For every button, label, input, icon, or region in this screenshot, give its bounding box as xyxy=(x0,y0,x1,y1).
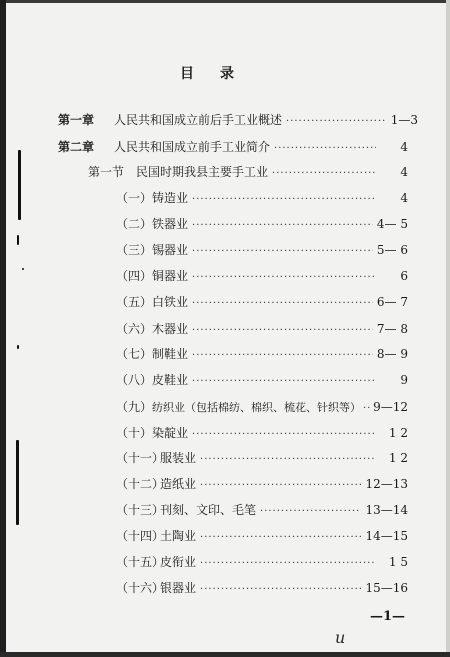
scan-edge-right xyxy=(446,0,450,657)
leader-dots xyxy=(192,298,373,309)
item-number: （十二） xyxy=(116,477,165,491)
toc-item xyxy=(116,449,408,465)
item-title: 木器业 xyxy=(152,322,189,336)
item-number: （十三） xyxy=(116,503,165,517)
scan-edge-bottom xyxy=(0,652,450,657)
leader-dots xyxy=(192,194,376,205)
item-number: （八） xyxy=(116,373,153,387)
item-number: （十） xyxy=(116,426,153,440)
item-title: 白铁业 xyxy=(152,295,189,309)
item-title: 银器业 xyxy=(160,581,197,595)
leader-dots xyxy=(260,506,361,517)
toc-item xyxy=(116,189,408,205)
page-number: —1— xyxy=(370,609,406,624)
item-number: （七） xyxy=(116,347,153,361)
page-title: 目录 xyxy=(180,66,260,82)
scan-speck xyxy=(16,440,19,525)
toc-item xyxy=(116,475,408,491)
item-title: 铜器业 xyxy=(152,269,189,283)
leader-dots xyxy=(363,403,371,414)
item-title: 染靛业 xyxy=(152,426,189,440)
page-ref: 9 xyxy=(400,373,408,387)
item-title: 皮衔业 xyxy=(160,555,197,569)
item-number: （九） xyxy=(116,400,153,414)
leader-dots xyxy=(274,143,376,154)
toc-section-1 xyxy=(88,163,408,179)
section-title: 民国时期我县主要手工业 xyxy=(136,165,269,179)
scan-edge-left xyxy=(0,0,6,657)
leader-dots xyxy=(200,558,376,569)
leader-dots xyxy=(192,325,373,336)
page-ref: 12—13 xyxy=(365,477,408,491)
page-ref: 9—12 xyxy=(373,400,408,414)
toc-item xyxy=(116,579,408,595)
toc-item xyxy=(116,215,408,231)
toc-item xyxy=(116,345,408,361)
item-title: 刊刻、文印、毛笔 xyxy=(160,503,257,517)
item-number: （四） xyxy=(116,269,153,283)
handwritten-mark: u xyxy=(335,628,346,647)
toc-chapter-2 xyxy=(58,138,408,154)
item-title: 锡器业 xyxy=(152,243,189,257)
leader-dots xyxy=(200,454,376,465)
toc-item xyxy=(116,501,408,517)
leader-dots xyxy=(192,429,376,440)
toc-item xyxy=(116,553,408,569)
leader-dots xyxy=(192,220,373,231)
toc-item xyxy=(116,424,408,440)
page-ref: 5— 6 xyxy=(376,243,408,257)
item-title: 皮鞋业 xyxy=(152,373,189,387)
item-number: （六） xyxy=(116,322,153,336)
leader-dots xyxy=(192,376,376,387)
scan-speck xyxy=(18,150,21,220)
toc-item xyxy=(116,527,408,543)
item-title: 铸造业 xyxy=(152,191,189,205)
toc-item xyxy=(116,293,408,309)
page-ref: 4 xyxy=(400,165,408,179)
leader-dots xyxy=(272,168,376,179)
page-ref: 1 2 xyxy=(388,451,408,465)
page-ref: 8— 9 xyxy=(376,347,408,361)
item-title: 土陶业 xyxy=(160,529,197,543)
page-ref: 4— 5 xyxy=(376,217,408,231)
page-ref: 6— 7 xyxy=(376,295,408,309)
scan-speck xyxy=(17,235,19,245)
item-title: 制鞋业 xyxy=(152,347,189,361)
scan-edge-top xyxy=(0,0,450,3)
leader-dots xyxy=(200,532,361,543)
scan-speck xyxy=(17,345,19,349)
page-ref: 4 xyxy=(400,140,408,154)
chapter-title: 人民共和国成立前手工业简介 xyxy=(114,140,271,154)
leader-dots xyxy=(192,272,376,283)
item-number: （二） xyxy=(116,217,153,231)
item-title: 铁器业 xyxy=(152,217,189,231)
section-number: 第一节 xyxy=(88,165,125,179)
item-number: （三） xyxy=(116,243,153,257)
page-ref: 15—16 xyxy=(365,581,408,595)
toc-item xyxy=(116,371,408,387)
leader-dots xyxy=(200,480,361,491)
page-ref: 1—3 xyxy=(390,113,418,127)
leader-dots xyxy=(286,116,386,127)
page-ref: 6 xyxy=(400,269,408,283)
scan-speck xyxy=(22,268,24,270)
leader-dots xyxy=(192,350,373,361)
item-number: （十六） xyxy=(116,581,165,595)
chapter-title: 人民共和国成立前后手工业概述 xyxy=(114,113,283,127)
page-ref: 14—15 xyxy=(365,529,408,543)
item-number: （一） xyxy=(116,191,153,205)
toc-item xyxy=(116,267,408,283)
page-ref: 13—14 xyxy=(365,503,408,517)
page-ref: 1 2 xyxy=(388,426,408,440)
item-title: 服装业 xyxy=(160,451,197,465)
toc-item xyxy=(116,398,408,414)
chapter-number: 第二章 xyxy=(58,140,95,154)
leader-dots xyxy=(192,246,373,257)
item-number: （十四） xyxy=(116,529,165,543)
toc-item xyxy=(116,320,408,336)
page-ref: 7— 8 xyxy=(376,322,408,336)
toc-chapter-1 xyxy=(58,111,418,127)
item-title: 造纸业 xyxy=(160,477,197,491)
item-number: （十一） xyxy=(116,451,165,465)
chapter-number: 第一章 xyxy=(58,113,95,127)
page-ref: 4 xyxy=(400,191,408,205)
item-number: （五） xyxy=(116,295,153,309)
leader-dots xyxy=(200,584,361,595)
page-ref: 1 5 xyxy=(388,555,408,569)
item-number: （十五） xyxy=(116,555,165,569)
toc-item xyxy=(116,241,408,257)
item-title: 纺织业（包括棉纺、棉织、梳花、针织等） xyxy=(152,401,361,414)
